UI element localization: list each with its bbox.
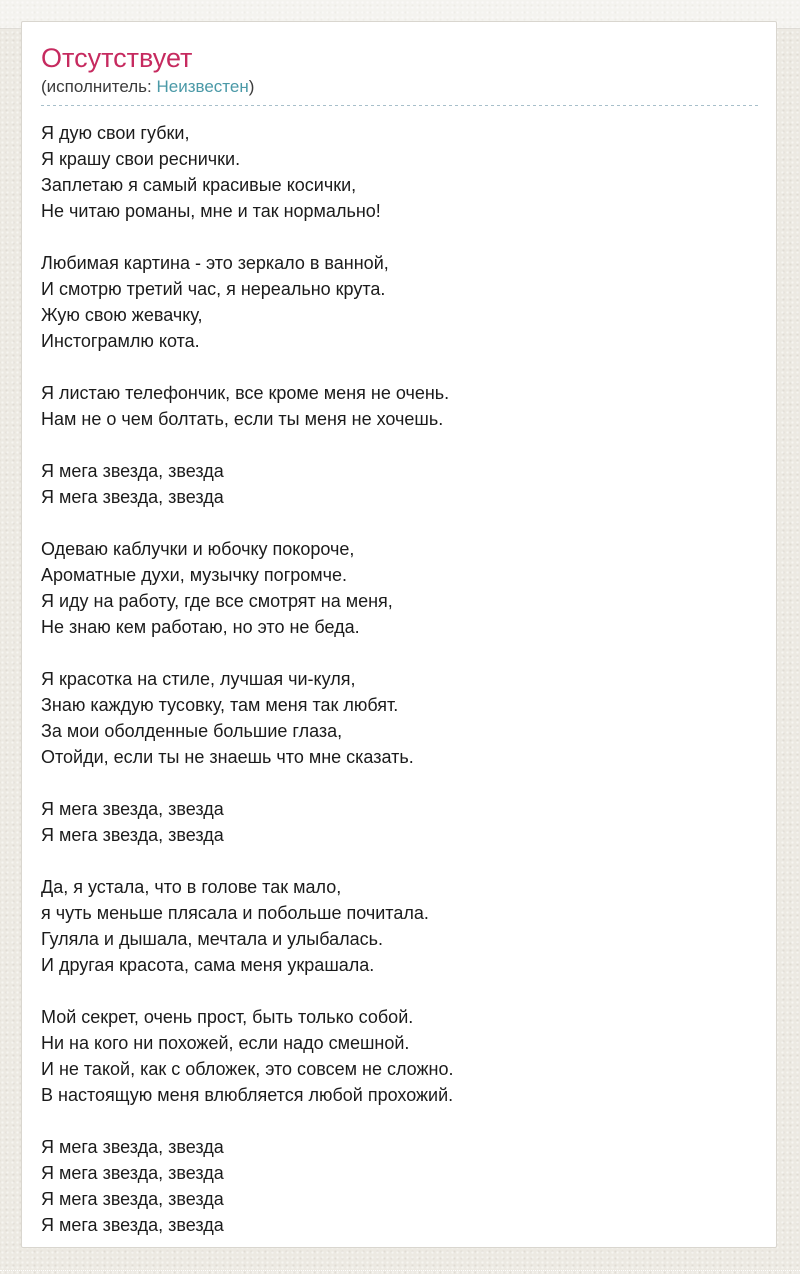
lyrics-stanza: Да, я устала, что в голове так мало, я чуть меньше плясала и побольше почитала. Гуляла и дышала, мечтала и улыбалась. И другая красота, сама меня украшала. xyxy=(41,877,429,975)
artist-prefix: (исполнитель: xyxy=(41,77,157,96)
lyrics-stanza: Любимая картина - это зеркало в ванной, И смотрю третий час, я нереально крута. Жую свою жевачку, Инстограмлю кота. xyxy=(41,253,389,351)
lyrics-text xyxy=(22,106,776,1238)
lyrics-stanza: Я красотка на стиле, лучшая чи-куля, Знаю каждую тусовку, там меня так любят. За мои оболденные большие глаза, Отойди, если ты не знаешь что мне сказать. xyxy=(41,669,414,767)
lyrics-stanza: Я мега звезда, звезда Я мега звезда, звезда xyxy=(41,799,224,845)
song-header xyxy=(22,22,776,106)
song-title: Отсутствует xyxy=(41,43,193,73)
artist-suffix: ) xyxy=(248,77,255,96)
lyrics-stanza: Одеваю каблучки и юбочку покороче, Ароматные духи, музычку погромче. Я иду на работу, где все смотрят на меня, Не знаю кем работаю, но это не беда. xyxy=(41,539,393,637)
artist-line xyxy=(41,76,758,97)
lyrics-card xyxy=(21,21,777,1248)
lyrics-stanza: Я мега звезда, звезда Я мега звезда, звезда Я мега звезда, звезда Я мега звезда, звезда xyxy=(41,1137,224,1235)
lyrics-stanza: Я дую свои губки, Я крашу свои реснички. Заплетаю я самый красивые косички, Не читаю романы, мне и так нормально! xyxy=(41,123,381,221)
lyrics-stanza: Я мега звезда, звезда Я мега звезда, звезда xyxy=(41,461,224,507)
artist-link[interactable]: Неизвестен xyxy=(156,77,249,96)
lyrics-stanza: Мой секрет, очень прост, быть только собой. Ни на кого ни похожей, если надо смешной. И не такой, как с обложек, это совсем не сложно. В настоящую меня влюбляется любой прохожий. xyxy=(41,1007,454,1105)
bottom-texture-seam xyxy=(0,1270,800,1271)
lyrics-stanza: Я листаю телефончик, все кроме меня не очень. Нам не о чем болтать, если ты меня не хочешь. xyxy=(41,383,450,429)
